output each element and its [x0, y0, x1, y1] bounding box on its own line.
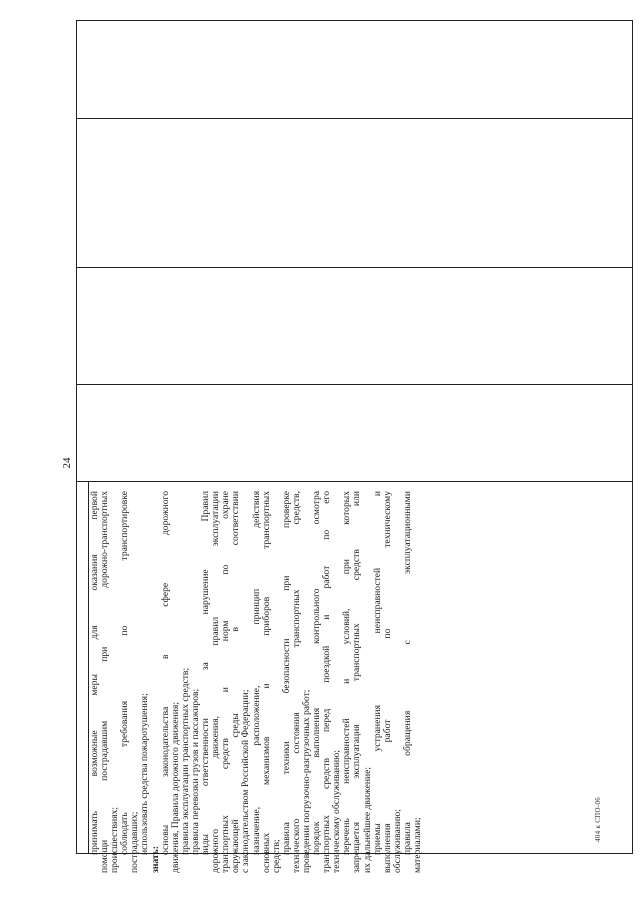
row-separator: [76, 267, 633, 268]
text-line: использовать средства пожаротушения;: [139, 693, 151, 855]
text-line: назначение, расположение, принцип действия: [250, 491, 262, 855]
text-line: основы законодательства в сфере дорожного: [159, 491, 171, 855]
text-line: знать:: [149, 846, 161, 873]
text-line: правила обращения с эксплуатационными: [401, 491, 413, 855]
table-border-right: [632, 20, 633, 854]
text-line: соблюдать требования по транспортировке: [119, 491, 131, 855]
text-line: основных механизмов и приборов транспортных: [260, 491, 272, 873]
text-line: приемы устранения неисправностей и: [371, 491, 383, 855]
text-line: проведении погрузочно-разгрузочных работ;: [300, 689, 312, 873]
text-line: обслуживанию;: [391, 809, 403, 873]
text-line: правила перевозки грузов и пассажиров;: [189, 688, 201, 855]
text-line: средств;: [270, 839, 282, 873]
text-line: принимать возможные меры для оказания первой: [89, 491, 100, 855]
text-line: техническому обслуживанию;: [331, 750, 343, 873]
text-line: дорожного движения, правил эксплуатации: [210, 491, 222, 873]
text-line: материалами;: [412, 817, 423, 873]
text-line: перечень неисправностей и условий, при которых: [341, 491, 353, 855]
text-line: выполнения работ по техническому: [381, 491, 393, 873]
footer-code: 404 к СПО-06: [594, 796, 602, 842]
column-separator: [76, 20, 77, 481]
text-line: движения, Правила дорожного движения;: [169, 701, 181, 873]
text-line: помощи пострадавшим при дорожно-транспортных: [99, 491, 111, 873]
text-line: их дальнейшее движение;: [361, 766, 373, 873]
text-line: запрещается эксплуатация транспортных средств или: [351, 491, 363, 873]
text-line: порядок выполнения контрольного осмотра: [311, 491, 323, 855]
text-line: окружающей среды в соответствии: [230, 491, 242, 873]
text-line: правила эксплуатации транспортных средств;: [179, 667, 191, 855]
text-line: с законодательством Российской Федерации;: [240, 689, 252, 873]
table-cell-skills-knowledge: [88, 488, 524, 876]
text-line: технического состояния транспортных средств,: [290, 491, 302, 873]
row-separator: [76, 481, 633, 482]
text-line: транспортных средств и норм по охране: [220, 491, 232, 873]
row-separator: [76, 384, 633, 385]
text-line: пострадавших;: [129, 811, 141, 873]
text-line: виды ответственности за нарушение Правил: [200, 491, 212, 855]
page-number: 24: [61, 457, 73, 469]
table-border-left: [76, 481, 77, 854]
row-separator: [76, 118, 633, 119]
text-line: происшествиях;: [109, 807, 121, 873]
text-line: правила техники безопасности при проверке: [280, 491, 292, 855]
table-border-top: [76, 20, 633, 21]
text-line: транспортных средств перед поездкой и работ по его: [321, 491, 333, 873]
